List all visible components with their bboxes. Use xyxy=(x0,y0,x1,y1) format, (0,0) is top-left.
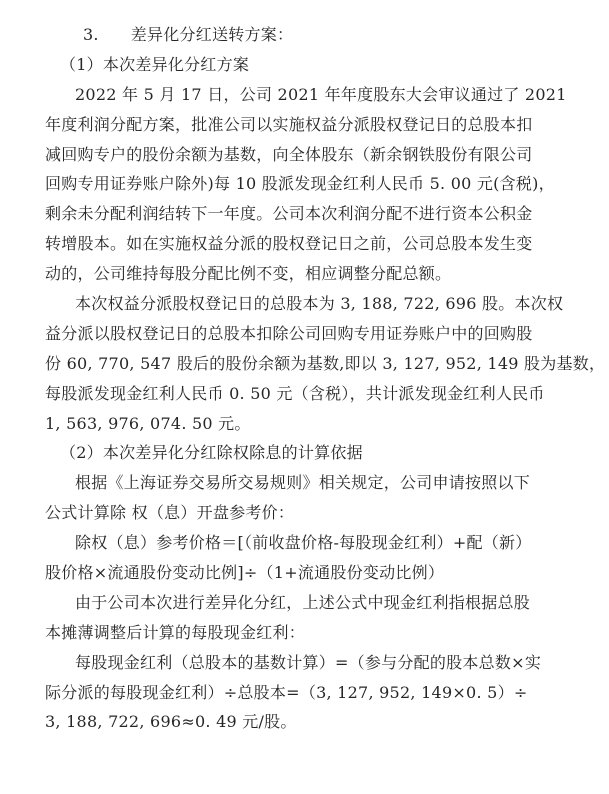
text-line: 公式计算除 权（息）开盘参考价： xyxy=(45,503,295,523)
text-line: 根据《上海证券交易所交易规则》相关规定，公司申请按照以下 xyxy=(75,473,531,493)
text-line: 年度利润分配方案，批准公司以实施权益分派股权登记日的总股本扣 xyxy=(45,114,533,134)
subsection-heading-1: （1）本次差异化分红方案 xyxy=(60,54,250,74)
text-line: 回购专用证券账户除外)每 10 股派发现金红利人民币 5. 00 元(含税)， xyxy=(45,174,555,194)
section-heading: 3. 差异化分红送转方案： xyxy=(83,25,294,44)
text-line: 本次权益分派股权登记日的总股本为 3, 188, 722, 696 股。本次权 xyxy=(75,294,564,314)
document-body xyxy=(45,20,606,737)
text-line: 份 60, 770, 547 股后的股份余额为基数,即以 3, 127, 952, 149 股为基数， xyxy=(45,353,606,373)
text-line: 剩余未分配利润结转下一年度。公司本次利润分配不进行资本公积金 xyxy=(45,204,533,224)
formula-line: 除权（息）参考价格＝[（前收盘价格-每股现金红利）+配（新） xyxy=(75,533,532,553)
text-line: 由于公司本次进行差异化分红，上述公式中现金红利指根据总股 xyxy=(75,592,531,612)
text-line: 本摊薄调整后计算的每股现金红利： xyxy=(45,622,306,642)
formula-line: 股价格×流通股份变动比例]÷（1+流通股份变动比例） xyxy=(45,563,445,583)
formula-line: 际分派的每股现金红利）÷总股本=（3, 127, 952, 149×0. 5）÷ xyxy=(45,682,528,702)
text-line: 动的，公司维持每股分配比例不变，相应调整分配总额。 xyxy=(45,264,452,284)
text-line: 减回购专户的股份余额为基数，向全体股东（新余钢铁股份有限公司 xyxy=(45,144,533,164)
subsection-heading-2: （2）本次差异化分红除权除息的计算依据 xyxy=(60,443,363,463)
text-line: 2022 年 5 月 17 日，公司 2021 年年度股东大会审议通过了 2021 xyxy=(75,84,567,104)
text-line: 1, 563, 976, 074. 50 元。 xyxy=(45,413,251,433)
text-line: 转增股本。如在实施权益分派的股权登记日之前，公司总股本发生变 xyxy=(45,234,533,254)
formula-line: 3, 188, 722, 696≈0. 49 元/股。 xyxy=(45,712,297,732)
text-line: 益分派以股权登记日的总股本扣除公司回购专用证券账户中的回购股 xyxy=(45,323,533,343)
text-line: 每股派发现金红利人民币 0. 50 元（含税），共计派发现金红利人民币 xyxy=(45,383,545,403)
formula-line: 每股现金红利（总股本的基数计算）=（参与分配的股本总数×实 xyxy=(75,652,542,672)
